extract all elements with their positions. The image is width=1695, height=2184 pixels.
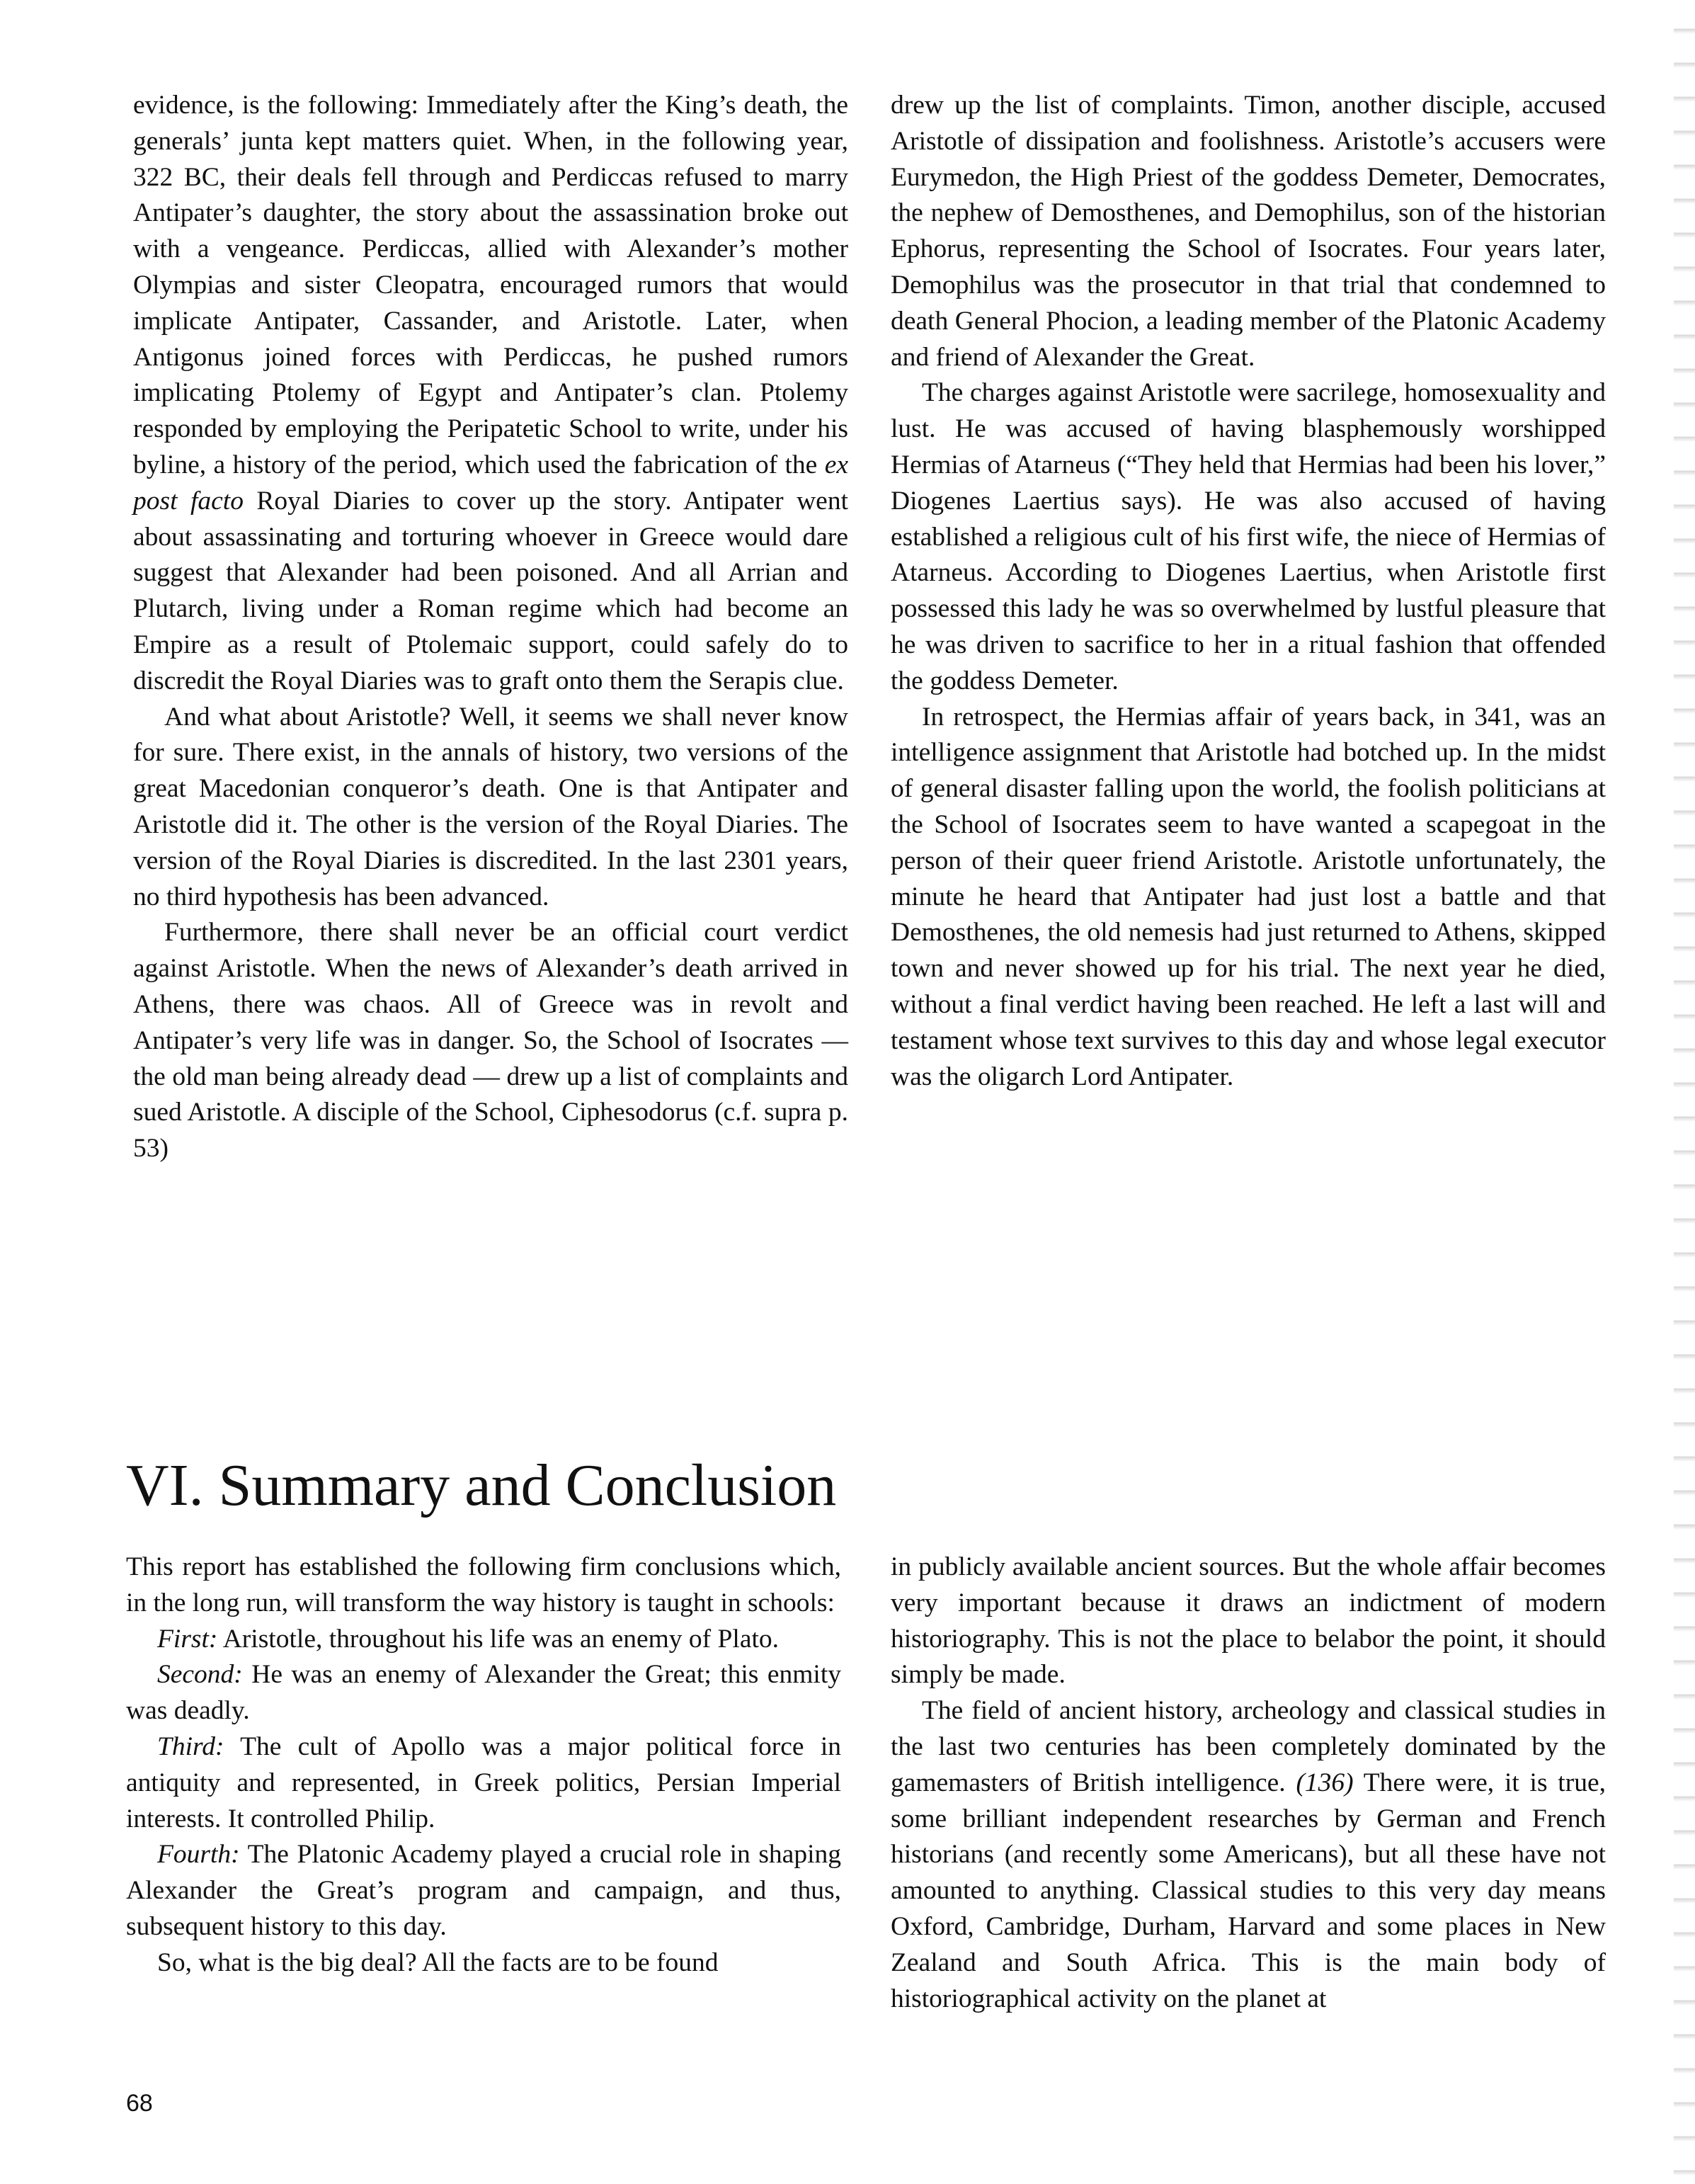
section-heading: VI. Summary and Conclusion xyxy=(126,1452,837,1518)
conclusion-lead: Third: xyxy=(157,1731,224,1761)
top-right-column xyxy=(891,88,1606,1095)
paragraph: This report has established the following firm conclusions which, in the long run, will transform the way history is taught in schools: xyxy=(126,1552,841,1617)
top-left-column xyxy=(133,88,848,1167)
paragraph: evidence, is the following: Immediately after the King’s death, the generals’ junta kept matters quiet. When, in the following year, 322 BC, their deals fell through and Perdiccas refused to marry Antipater’s daughter, the story about the assassination broke out with a vengeance. Perdiccas, allied with Alexander’s mother Olympias and sister Cleopatra, encouraged rumors that would implicate Antipater, Cassander, and Aristotle. Later, when Antigonus joined forces with Perdiccas, he pushed rumors implicating Ptolemy of Egypt and Antipater’s clan. Ptolemy responded by employing the Peripatetic School to write, under his byline, a history of the period, which used the fabrication of the ex post facto Royal Diaries to cover up the story. Antipater went about assassinating and torturing whoever in Greece would dare suggest that Alexander had been poisoned. And all Arrian and Plutarch, living under a Roman regime which had become an Empire as a result of Ptolemaic support, could safely do to discredit the Royal Diaries was to graft onto them the Serapis clue. xyxy=(133,91,848,695)
conclusion-lead: Fourth: xyxy=(157,1840,240,1870)
conclusion-item: Third: The cult of Apollo was a major political force in antiquity and represented, in Greek politics, Persian Imperial interests. It controlled Philip. xyxy=(126,1731,841,1833)
conclusion-item: First: Aristotle, throughout his life was an enemy of Plato. xyxy=(157,1624,780,1654)
conclusion-lead: First: xyxy=(157,1624,218,1654)
paragraph: The field of ancient history, archeology and classical studies in the last two centuries has been completely dominated by the gamemasters of British intelligence. (136) There were, it is true, some brilliant independent researches by German and French historians (and recently some Americans), but all these have not amounted to anything. Classical studies to this very day means Oxford, Cambridge, Durham, Harvard and some places in New Zealand and South Africa. This is the main body of historiographical activity on the planet at xyxy=(891,1696,1606,2013)
paragraph: Furthermore, there shall never be an official court verdict against Aristotle. When the news of Alexander’s death arrived in Athens, there was chaos. All of Greece was in revolt and Antipater’s very life was in danger. So, the School of Isocrates — the old man being already dead — drew up a list of complaints and sued Aristotle. A disciple of the School, Ciphesodorus (c.f. supra p. 53) xyxy=(133,918,848,1164)
conclusion-item: Second: He was an enemy of Alexander the Great; this enmity was deadly. xyxy=(126,1660,841,1726)
conclusion-lead: Second: xyxy=(157,1660,243,1690)
conclusion-item: Fourth: The Platonic Academy played a crucial role in shaping Alexander the Great’s program and campaign, and thus, subsequent history to this day. xyxy=(126,1840,841,1941)
paragraph: So, what is the big deal? All the facts are to be found xyxy=(157,1947,719,1977)
paragraph: The charges against Aristotle were sacrilege, homosexuality and lust. He was accused of having blasphemously worshipped Hermias of Atarneus (“They held that Hermias had been his lover,” Diogenes Laertius says). He was also accused of having established a religious cult of his first wife, the niece of Hermias of Atarneus. According to Diogenes Laertius, when Aristotle first possessed this lady he was so overwhelmed by lustful pleasure that he was driven to sacrifice to her in a ritual fashion that offended the goddess Demeter. xyxy=(891,378,1606,695)
scanned-page-edge xyxy=(1674,0,1695,2184)
paragraph: in publicly available ancient sources. But the whole affair becomes very important because it draws an indictment of modern historiography. This is not the place to belabor the point, it should simply be made. xyxy=(891,1552,1606,1690)
paragraph: In retrospect, the Hermias affair of years back, in 341, was an intelligence assignment that Aristotle had botched up. In the midst of general disaster falling upon the world, the foolish politicians at the School of Isocrates seem to have wanted a scapegoat in the person of their queer friend Aristotle. Aristotle unfortunately, the minute he heard that Antipater had just lost a battle and that Demosthenes, the old nemesis had just returned to Athens, skipped town and never showed up for his trial. The next year he died, without a final verdict having been reached. He left a last will and testament whose text survives to this day and whose legal executor was the oligarch Lord Antipater. xyxy=(891,702,1606,1091)
section-right-column xyxy=(891,1549,1606,2017)
paragraph: And what about Aristotle? Well, it seems we shall never know for sure. There exist, in the annals of history, two versions of the great Macedonian conqueror’s death. One is that Antipater and Aristotle did it. The other is the version of the Royal Diaries. The version of the Royal Diaries is discredited. In the last 2301 years, no third hypothesis has been advanced. xyxy=(133,702,848,911)
paragraph: drew up the list of complaints. Timon, another disciple, accused Aristotle of dissipation and foolishness. Aristotle’s accusers were Eurymedon, the High Priest of the goddess Demeter, Democrates, the nephew of Demosthenes, and Demophilus, son of the historian Ephorus, representing the School of Isocrates. Four years later, Demophilus was the prosecutor in that trial that condemned to death General Phocion, a leading member of the Platonic Academy and friend of Alexander the Great. xyxy=(891,91,1606,372)
section-left-column xyxy=(126,1549,841,1981)
footnote-ref: (136) xyxy=(1296,1768,1354,1797)
page-number: 68 xyxy=(126,2090,153,2117)
